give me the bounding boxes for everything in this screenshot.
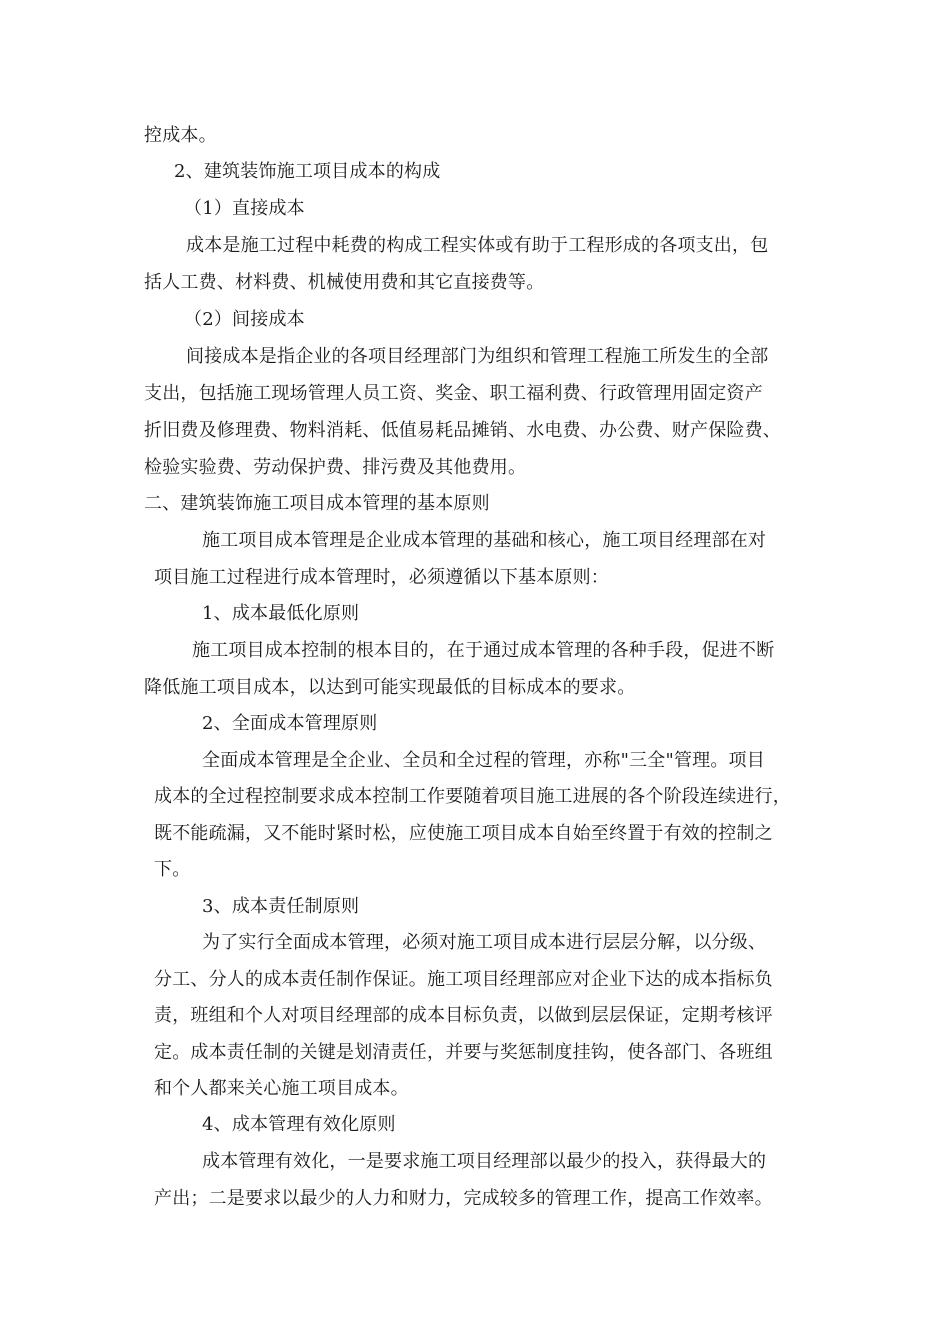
chapter-heading: 二、建筑装饰施工项目成本管理的基本原则 (144, 493, 490, 514)
text-line: 括人工费、材料费、机械使用费和其它直接费等。 (144, 272, 545, 293)
subsection-heading: （2）间接成本 (184, 309, 305, 330)
section-heading: 3、成本责任制原则 (202, 896, 360, 917)
text-line: 为了实行全面成本管理，必须对施工项目成本进行层层分解，以分级、 (202, 932, 767, 953)
section-heading: 4、成本管理有效化原则 (202, 1114, 396, 1135)
section-heading: 2、建筑装饰施工项目成本的构成 (174, 161, 441, 182)
text-line: 成本管理有效化，一是要求施工项目经理部以最少的投入，获得最大的 (202, 1151, 767, 1172)
text-line: 施工项目成本控制的根本目的，在于通过成本管理的各种手段，促进不断 (192, 640, 775, 661)
text-line: 控成本。 (144, 125, 217, 146)
text-line: 支出，包括施工现场管理人员工资、奖金、职工福利费、行政管理用固定资产 (144, 383, 763, 404)
text-line: 间接成本是指企业的各项目经理部门为组织和管理工程施工所发生的全部 (186, 346, 769, 367)
text-line: 定。成本责任制的关键是划清责任，并要与奖惩制度挂钩，使各部门、各班组 (154, 1042, 773, 1063)
text-line: 检验实验费、劳动保护费、排污费及其他费用。 (144, 457, 527, 478)
text-line: 和个人都来关心施工项目成本。 (154, 1078, 409, 1099)
text-line: 全面成本管理是全企业、全员和全过程的管理，亦称"三全"管理。项目 (202, 750, 765, 771)
text-line: 既不能疏漏，又不能时紧时松，应使施工项目成本自始至终置于有效的控制之 (154, 823, 773, 844)
text-line: 折旧费及修理费、物料消耗、低值易耗品摊销、水电费、办公费、财产保险费、 (144, 420, 781, 441)
text-line: 成本的全过程控制要求成本控制工作要随着项目施工进展的各个阶段连续进行， (154, 786, 791, 807)
text-line: 成本是施工过程中耗费的构成工程实体或有助于工程形成的各项支出，包 (186, 235, 769, 256)
text-line: 责，班组和个人对项目经理部的成本目标负责，以做到层层保证，定期考核评 (154, 1005, 773, 1026)
text-line: 下。 (154, 859, 191, 880)
section-heading: 2、全面成本管理原则 (202, 713, 378, 734)
text-line: 项目施工过程进行成本管理时，必须遵循以下基本原则： (154, 567, 609, 588)
section-heading: 1、成本最低化原则 (202, 603, 360, 624)
text-line: 分工、分人的成本责任制作保证。施工项目经理部应对企业下达的成本指标负 (154, 969, 773, 990)
text-line: 产出；二是要求以最少的人力和财力，完成较多的管理工作，提高工作效率。 (154, 1188, 773, 1209)
subsection-heading: （1）直接成本 (184, 198, 305, 219)
text-line: 施工项目成本管理是企业成本管理的基础和核心，施工项目经理部在对 (202, 530, 767, 551)
text-line: 降低施工项目成本，以达到可能实现最低的目标成本的要求。 (144, 677, 636, 698)
